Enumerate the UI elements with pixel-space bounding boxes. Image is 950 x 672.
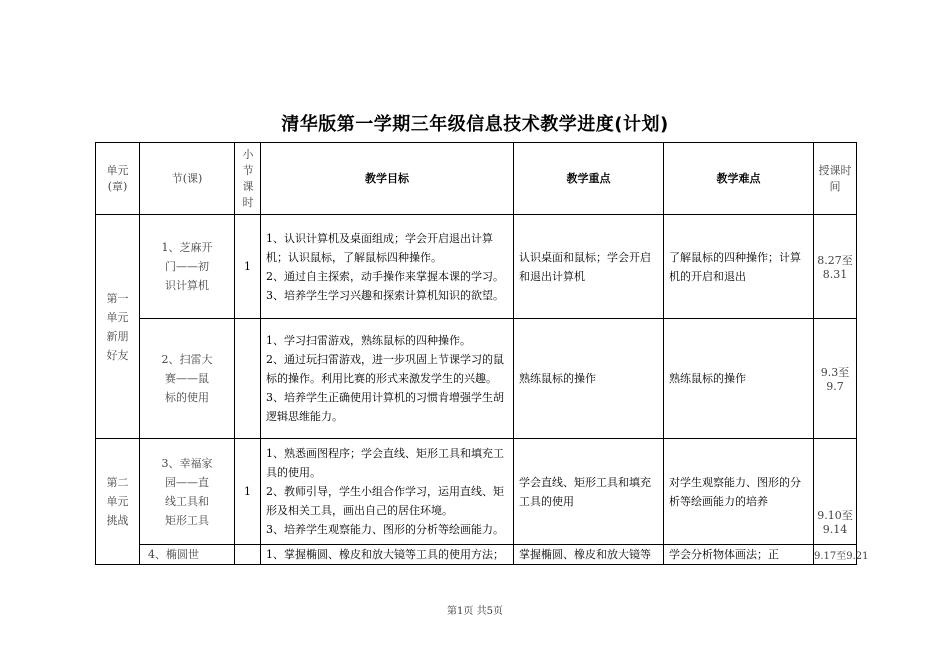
goal-cell: 1、认识计算机及桌面组成；学会开启退出计算机；认识鼠标，了解鼠标四种操作。 2、通过自主探索，动手操作来掌握本课的学习。 3、培养学生学习兴趣和探索计算机知识的欲望。: [261, 215, 514, 319]
header-time: 授课时间: [814, 143, 857, 215]
header-lesson: 节(课): [140, 143, 235, 215]
key-cell: 熟练鼠标的操作: [514, 319, 664, 439]
time-cell: 8.27至8.31: [814, 215, 857, 319]
goal-cell: 1、熟悉画图程序；学会直线、矩形工具和填充工具的使用。 2、教师引导，学生小组合作学习，运用直线、矩形及相关工具，画出自己的居住环境。 3、培养学生观察能力、图形的分析等绘画能力。: [261, 439, 514, 545]
header-difficulty: 教学难点: [664, 143, 814, 215]
hours-cell: 1: [235, 439, 261, 545]
time-cell: 9.3至9.7: [814, 319, 857, 439]
header-unit: 单元(章): [96, 143, 140, 215]
header-hours: 小节课时: [235, 143, 261, 215]
key-cell: 掌握椭圆、橡皮和放大镜等: [514, 545, 664, 565]
hours-cell: [235, 319, 261, 439]
goal-cell: 1、学习扫雷游戏，熟练鼠标的四种操作。 2、通过玩扫雷游戏，进一步巩固上节课学习的鼠标的操作。利用比赛的形式来激发学生的兴趣。 3、培养学生正确使用计算机的习惯肯增强学生胡逻辑思维能力。: [261, 319, 514, 439]
time-cell: 9.10至9.14: [814, 439, 857, 545]
unit-cell: 第二单元挑战: [96, 439, 140, 565]
goal-cell: 1、掌握椭圆、橡皮和放大镜等工具的使用方法；: [261, 545, 514, 565]
difficulty-cell: 对学生观察能力、图形的分析等绘画能力的培养: [664, 439, 814, 545]
header-row: [96, 143, 857, 215]
lesson-cell: 3、幸福家园——直线工具和矩形工具: [140, 439, 235, 545]
lesson-cell: 1、芝麻开门——初识计算机: [140, 215, 235, 319]
key-cell: 学会直线、矩形工具和填充工具的使用: [514, 439, 664, 545]
difficulty-cell: 学会分析物体画法；正: [664, 545, 814, 565]
table-row: [96, 319, 857, 439]
table-row: [96, 215, 857, 319]
header-key: 教学重点: [514, 143, 664, 215]
hours-cell: [235, 545, 261, 565]
page-footer: 第1页 共5页: [447, 606, 503, 617]
page-title: 清华版第一学期三年级信息技术教学进度(计划): [281, 114, 669, 135]
schedule-table: [95, 142, 869, 565]
difficulty-cell: 熟练鼠标的操作: [664, 319, 814, 439]
unit-cell: 第一单元新朋好友: [96, 215, 140, 439]
table-row: [96, 439, 857, 545]
difficulty-cell: 了解鼠标的四种操作；计算机的开启和退出: [664, 215, 814, 319]
lesson-cell: 4、椭圆世: [140, 545, 235, 565]
table-row: [96, 545, 857, 565]
time-cell: 9.17至9.21: [814, 545, 857, 565]
key-cell: 认识桌面和鼠标；学会开启和退出计算机: [514, 215, 664, 319]
header-goal: 教学目标: [261, 143, 514, 215]
hours-cell: 1: [235, 215, 261, 319]
lesson-cell: 2、扫雷大赛——鼠标的使用: [140, 319, 235, 439]
